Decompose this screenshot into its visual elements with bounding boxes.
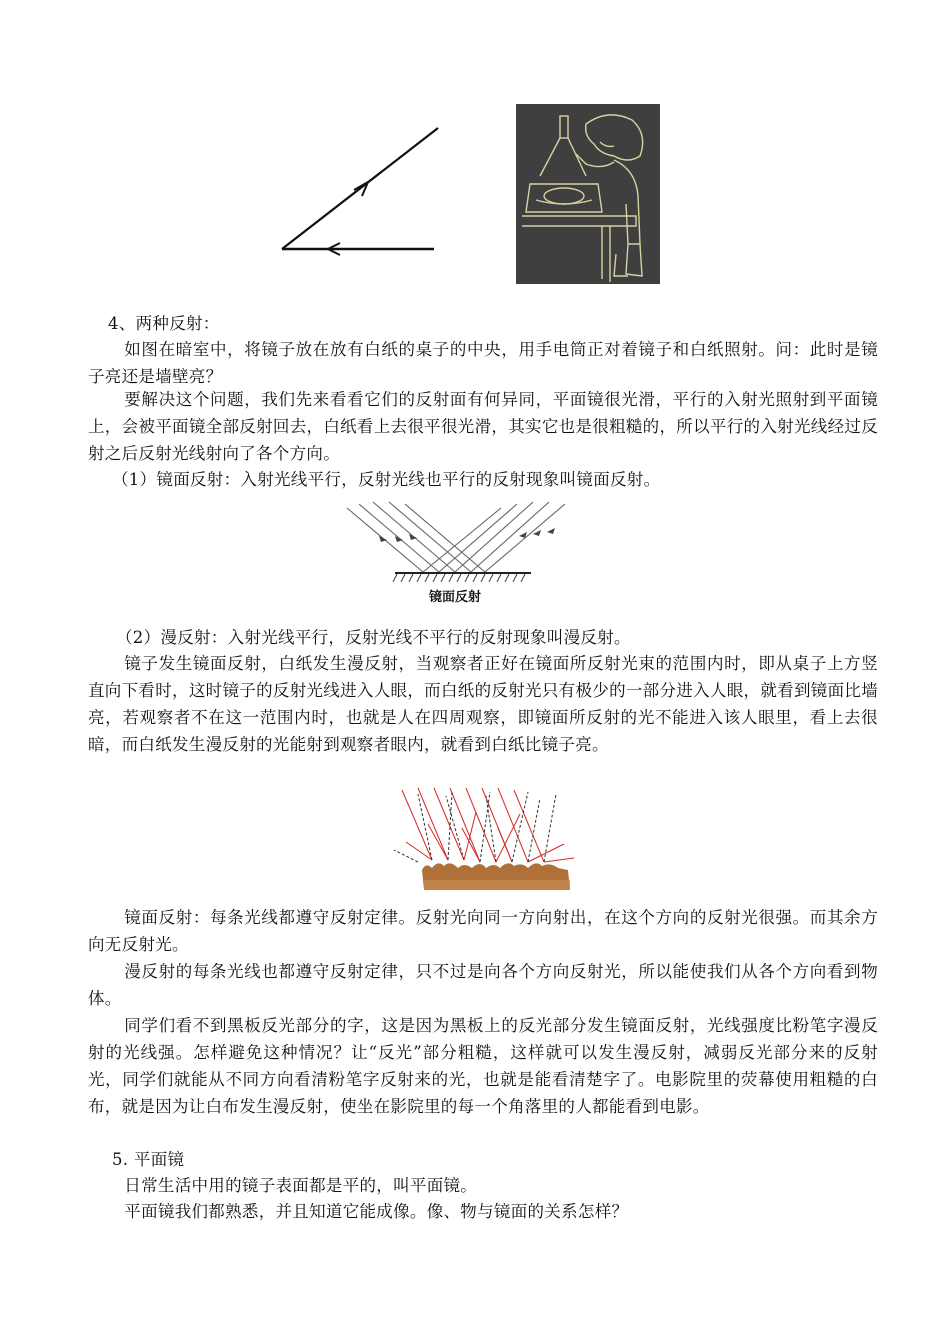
diffuse-reflection-figure: [388, 784, 580, 892]
flashlight-experiment-photo: [516, 104, 660, 284]
compare-paragraph-1: 镜面反射：每条光线都遵守反射定律。反射光向同一方向射出，在这个方向的反射光很强。而其余方向无反射光。: [88, 908, 878, 954]
compare-paragraph-2: 漫反射的每条光线也都遵守反射定律，只不过是向各个方向反射光，所以能使我们从各个方向看到物体。: [88, 962, 878, 1008]
plane-mirror-heading: 5. 平面镜: [112, 1150, 185, 1169]
plane-mirror-paragraph-1: 日常生活中用的镜子表面都是平的，叫平面镜。: [124, 1176, 478, 1195]
intro-paragraph-2: 要解决这个问题，我们先来看看它们的反射面有何异同，平面镜很光滑，平行的入射光照射到平面镜上，会被平面镜全部反射回去，白纸看上去很平很光滑，其实它也是很粗糙的，所以平行的入射光线经过反射之后反射光线射向了各个方向。: [88, 390, 878, 463]
intro-paragraph-1: 如图在暗室中，将镜子放在放有白纸的桌子的中央，用手电筒正对着镜子和白纸照射。问：此时是镜子亮还是墙壁亮？: [88, 340, 878, 386]
plane-mirror-paragraph-2: 平面镜我们都熟悉，并且知道它能成像。像、物与镜面的关系怎样？: [124, 1202, 629, 1221]
specular-reflection-figure: [343, 500, 583, 610]
specular-figure-caption: 镜面反射: [429, 590, 482, 605]
reflected-ray-figure: [276, 122, 446, 262]
two-reflections-heading: 4、两种反射：: [108, 314, 220, 333]
diffuse-reflection-definition: （2）漫反射：入射光线平行，反射光线不平行的反射现象叫漫反射。: [116, 628, 631, 647]
specular-reflection-definition: （1）镜面反射：入射光线平行，反射光线也平行的反射现象叫镜面反射。: [112, 470, 661, 489]
diffuse-explanation-paragraph: 镜子发生镜面反射，白纸发生漫反射，当观察者正好在镜面所反射光束的范围内时，即从桌子上方竖直向下看时，这时镜子的反射光线进入人眼，而白纸的反射光只有极少的一部分进入人眼，就看到镜面比墙亮，若观察者不在这一范围内时，也就是人在四周观察，即镜面所反射的光不能进入该人眼里，看上去很暗，而白纸发生漫反射的光能射到观察者眼内，就看到白纸比镜子亮。: [88, 654, 878, 754]
blackboard-paragraph: 同学们看不到黑板反光部分的字，这是因为黑板上的反光部分发生镜面反射，光线强度比粉笔字漫反射的光线强。怎样避免这种情况？让“反光”部分粗糙，这样就可以发生漫反射，减弱反光部分来的反射光，同学们就能从不同方向看清粉笔字反射来的光，也就是能看清楚字了。电影院里的荧幕使用粗糙的白布，就是因为让白布发生漫反射，使坐在影院里的每一个角落里的人都能看到电影。: [88, 1016, 878, 1116]
specular-rays-diagram: [343, 500, 583, 588]
